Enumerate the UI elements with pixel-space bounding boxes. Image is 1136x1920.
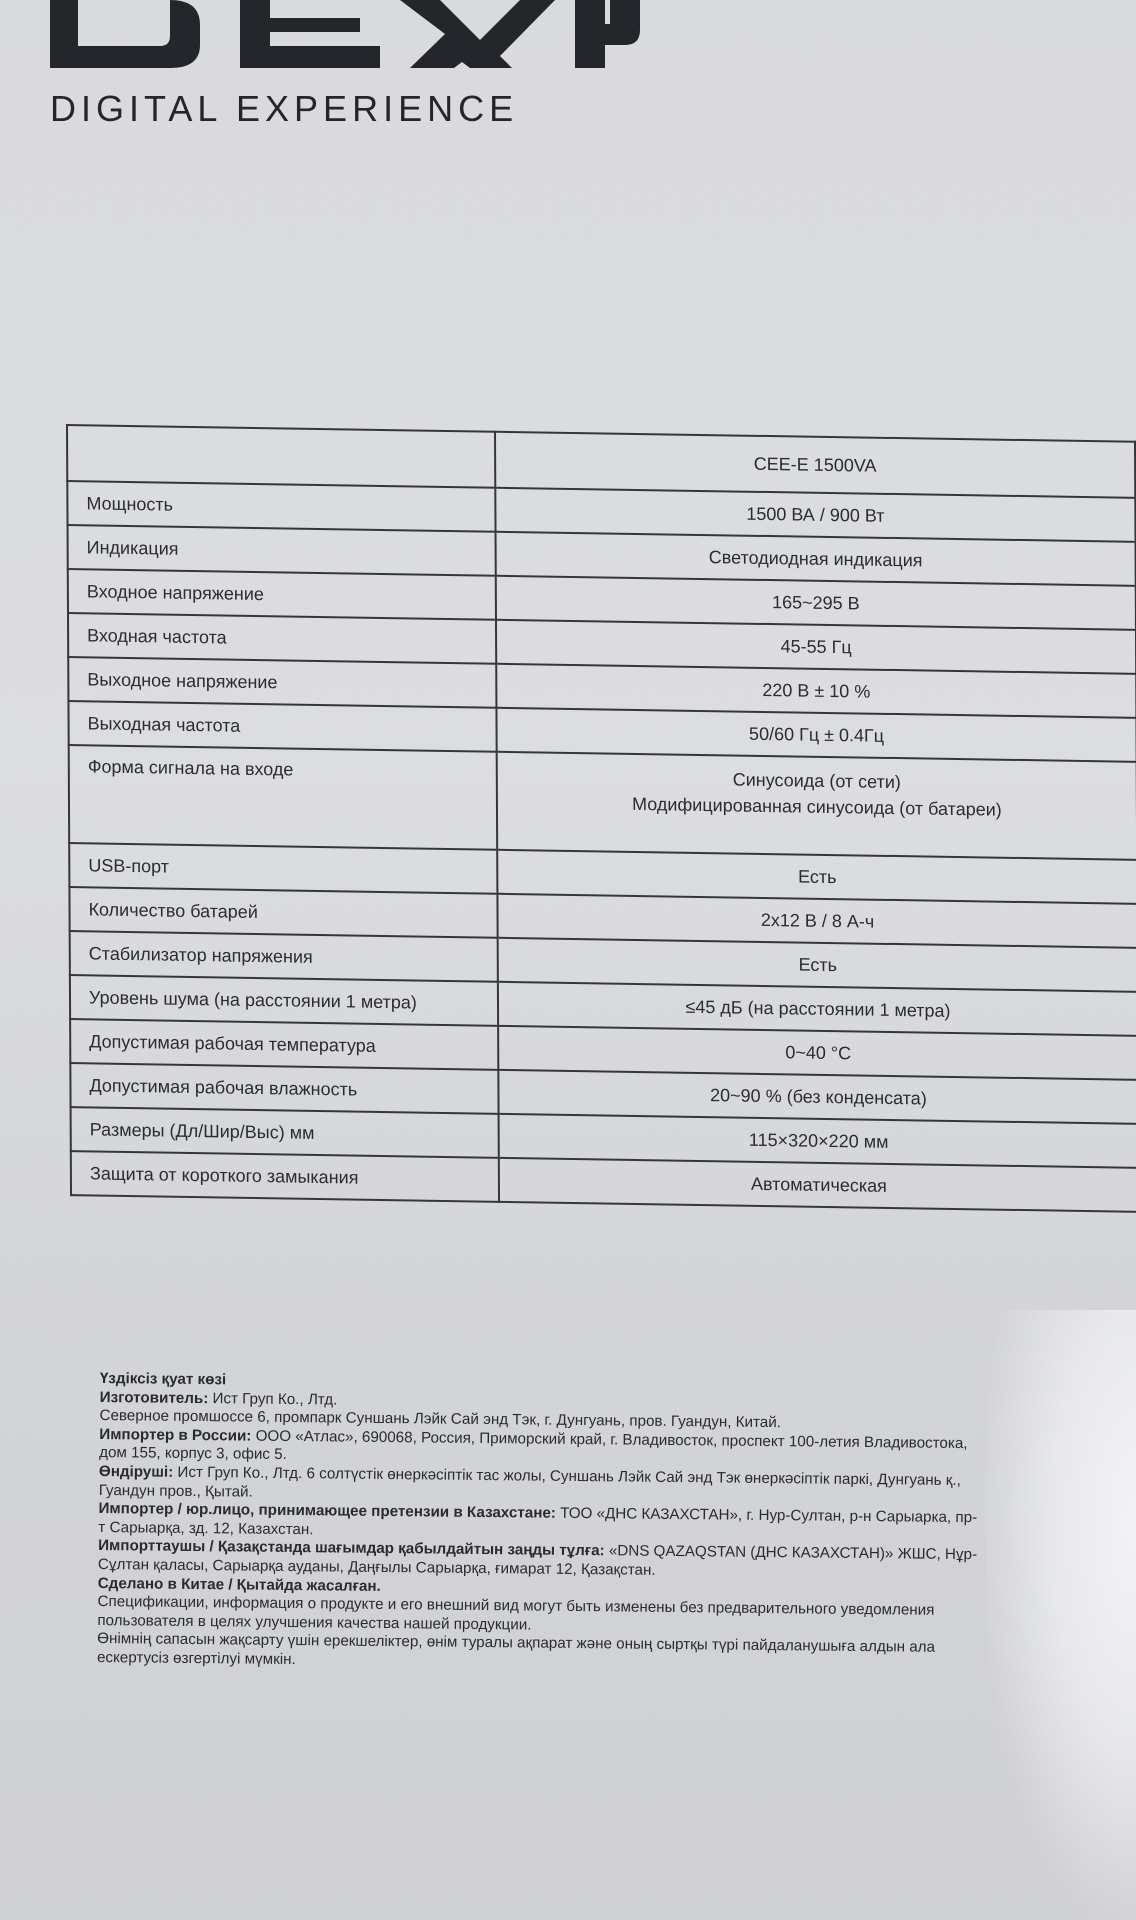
spec-value-line: 165~295 В	[772, 592, 860, 614]
spec-value-line: Модифицированная синусоида (от батареи)	[632, 793, 1002, 820]
maker-address: Северное промшоссе 6, промпарк Суншань Лэйк Сай энд Тэк, г. Дунгуань, пров. Гуандун, Китай.	[99, 1407, 782, 1432]
spec-key: Выходное напряжение	[68, 657, 496, 708]
maker-kz-label: Өндіруші:	[98, 1462, 174, 1481]
spec-value	[497, 752, 1136, 860]
spec-key: Индикация	[68, 525, 496, 576]
dexp-logo-mark	[50, 0, 640, 68]
spec-key: Размеры (Дл/Шир/Выс) мм	[71, 1107, 499, 1158]
tagline: DIGITAL EXPERIENCE	[50, 88, 519, 129]
spec-key: Форма сигнала на входе	[69, 745, 498, 850]
importer-kz2-label: Импорттаушы / Қазақстанда шағымдар қабылдайтын заңды тұлға:	[98, 1537, 605, 1560]
spec-key: Защита от короткого замыкания	[71, 1151, 499, 1202]
spec-value-line: Автоматическая	[750, 1173, 887, 1196]
model-name: CEE-E 1500VA	[495, 432, 1135, 498]
spec-value-line: 220 В ± 10 %	[762, 679, 871, 702]
spec-key: Входное напряжение	[68, 569, 496, 620]
table-row	[69, 745, 1136, 860]
spec-value-line: Есть	[798, 954, 838, 976]
spec-key: Уровень шума (на расстоянии 1 метра)	[70, 975, 498, 1026]
spec-key: Стабилизатор напряжения	[70, 931, 498, 982]
spec-value-line: ≤45 дБ (на расстоянии 1 метра)	[685, 996, 951, 1021]
fine-print	[97, 1370, 980, 1677]
product-kz: Үздіксіз қуат көзі	[99, 1370, 227, 1389]
spec-value-line: 2x12 В / 8 А-ч	[760, 909, 875, 932]
importer-kz-text: ТОО «ДНС КАЗАХСТАН», г. Нур-Султан, р-н Сарыарка, пр-т Сарыарқа, зд. 12, Казахстан.	[98, 1504, 978, 1538]
spec-value-line: Есть	[798, 866, 837, 888]
spec-key: Допустимая рабочая влажность	[70, 1063, 498, 1114]
spec-value-line: 1500 ВА / 900 Вт	[746, 503, 885, 526]
spec-value	[499, 1158, 1136, 1212]
spec-key: Количество батарей	[69, 887, 497, 938]
importer-kz-label: Импортер / юр.лицо, принимающее претензии в Казахстане:	[98, 1500, 557, 1522]
importer-ru-label: Импортер в России:	[99, 1425, 252, 1445]
spec-table	[66, 424, 1136, 1213]
spec-key: Допустимая рабочая температура	[70, 1019, 498, 1070]
spec-key: Входная частота	[68, 613, 496, 664]
spec-key: Выходная частота	[68, 701, 496, 752]
maker-label: Изготовитель:	[99, 1388, 209, 1407]
maker-kz-text: Ист Груп Ко., Лтд. 6 солтүстік өнеркәсіптік тас жолы, Суншань Лэйк Сай энд Тэк өнеркәсіптік паркі, Дунгуань қ., Гуандун пров., Қытай.	[98, 1463, 962, 1501]
spec-value-line: 20~90 % (без конденсата)	[710, 1085, 927, 1109]
spec-value-line: Светодиодная индикация	[708, 547, 923, 571]
dexp-logo	[50, 0, 640, 68]
disclaimer-kz: Өнімнің сапасын жақсарту үшін ерекшеліктер, өнім туралы ақпарат және оның сыртқы түрі пайдаланушыға алдын ала ескертусіз өзгертілуі мүмкін.	[96, 1630, 936, 1668]
importer-ru-text: ООО «Атлас», 690068, Россия, Приморский край, г. Владивосток, проспект 100-летия Владивостока, дом 155, корпус 3, офис 5.	[99, 1427, 968, 1464]
spec-value-line: 0~40 °С	[785, 1042, 852, 1064]
made-in: Сделано в Китае / Қытайда жасалған.	[97, 1574, 381, 1595]
spec-value-line: 45-55 Гц	[780, 636, 852, 658]
importer-kz2-text: «DNS QAZAQSTAN (ДНС КАЗАХСТАН)» ЖШС, Нұр-Сұлтан қаласы, Сарыарқа ауданы, Даңғылы Сарыарқа, ғимарат 12, Қазақстан.	[97, 1542, 978, 1579]
spec-value-line: 50/60 Гц ± 0.4Гц	[748, 723, 885, 746]
spec-key: Мощность	[67, 481, 495, 532]
spec-key: USB-порт	[69, 843, 497, 894]
header-empty-cell	[67, 425, 495, 488]
light-glare	[986, 1310, 1136, 1920]
disclaimer-ru: Спецификации, информация о продукте и его внешний вид могут быть изменены без предварительного уведомления пользователя в целях улучшения качества нашей продукции.	[97, 1593, 935, 1634]
maker-text: Ист Груп Ко., Лтд.	[212, 1389, 338, 1409]
spec-value-line: 115×320×220 мм	[748, 1129, 889, 1152]
spec-value-line: Синусоида (от сети)	[732, 769, 901, 793]
